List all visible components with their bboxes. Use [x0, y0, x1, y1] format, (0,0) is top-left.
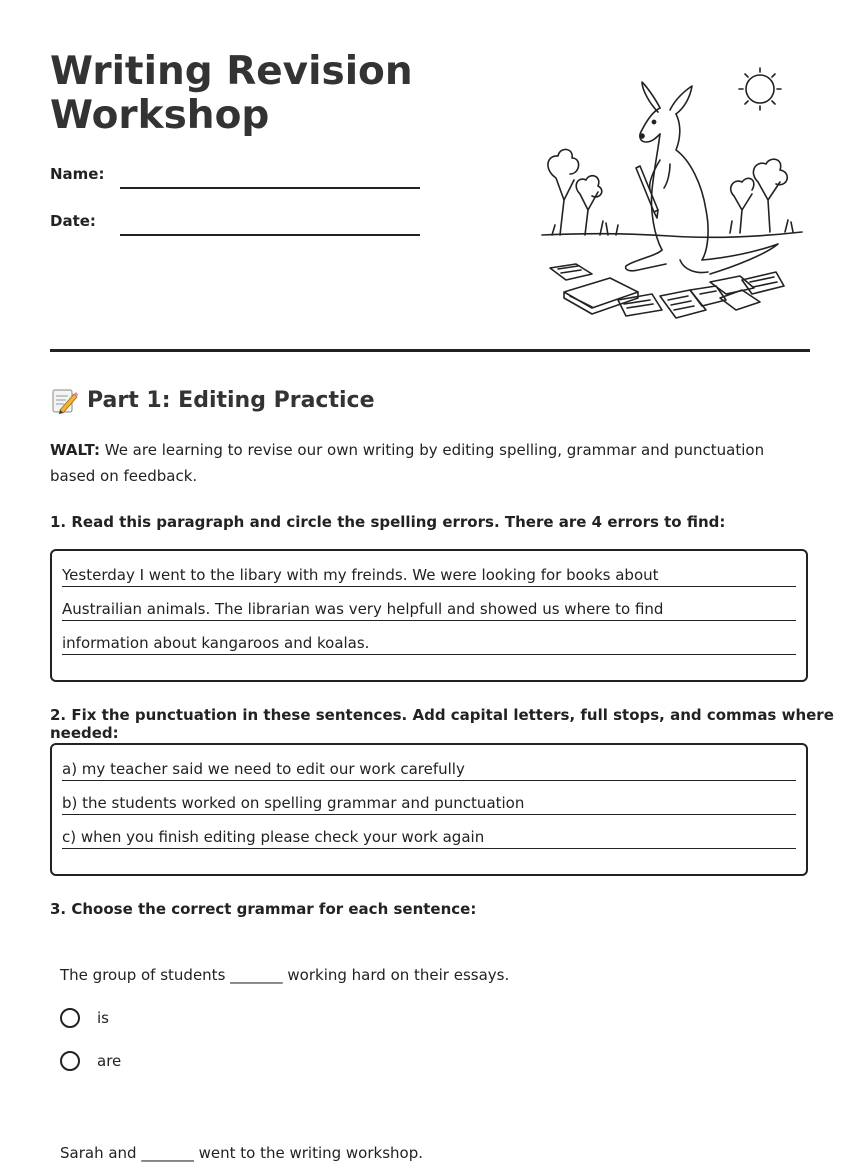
walt-statement — [50, 437, 810, 489]
worksheet-title — [50, 50, 470, 138]
sentence-line-b[interactable]: b) the students worked on spelling grammar and punctuation — [62, 794, 796, 815]
sun-icon — [739, 68, 781, 110]
question-2-sentences-box — [50, 743, 808, 876]
name-field[interactable] — [120, 187, 420, 189]
sentence-line-c[interactable]: c) when you finish editing please check your work again — [62, 828, 796, 849]
name-label: Name: — [50, 165, 105, 183]
radio-button[interactable] — [60, 1051, 80, 1071]
option-label: is — [97, 1009, 109, 1027]
option-are[interactable] — [60, 1051, 121, 1071]
kangaroo-writing-illustration — [530, 60, 810, 330]
date-label: Date: — [50, 212, 96, 230]
date-field[interactable] — [120, 234, 420, 236]
paragraph-line[interactable]: Austrailian animals. The librarian was very helpfull and showed us where to find — [62, 600, 796, 621]
walt-text: We are learning to revise our own writing by editing spelling, grammar and punctuation based on feedback. — [50, 441, 765, 485]
sentence-line-a[interactable]: a) my teacher said we need to edit our work carefully — [62, 760, 796, 781]
title-line-1: Writing Revision — [50, 49, 413, 94]
radio-button[interactable] — [60, 1008, 80, 1028]
walt-label: WALT: — [50, 441, 100, 459]
part1-heading — [50, 386, 375, 414]
paragraph-line[interactable]: information about kangaroos and koalas. — [62, 634, 796, 655]
option-label: are — [97, 1052, 122, 1070]
question-3-prompt: 3. Choose the correct grammar for each sentence: — [50, 900, 477, 918]
option-is[interactable] — [60, 1008, 109, 1028]
title-line-2: Workshop — [50, 93, 270, 138]
question-1-paragraph-box — [50, 549, 808, 682]
part1-title: Part 1: Editing Practice — [87, 387, 375, 413]
question-2-prompt: 2. Fix the punctuation in these sentences. Add capital letters, full stops, and commas where needed: — [50, 706, 834, 742]
header-divider — [50, 349, 810, 352]
question-1-prompt: 1. Read this paragraph and circle the spelling errors. There are 4 errors to find: — [50, 513, 726, 531]
paragraph-line[interactable]: Yesterday I went to the libary with my freinds. We were looking for books about — [62, 566, 796, 587]
grammar-sentence-1: The group of students _______ working hard on their essays. — [60, 966, 510, 984]
memo-pencil-icon — [50, 386, 78, 414]
grammar-sentence-2: Sarah and _______ went to the writing workshop. — [60, 1144, 424, 1162]
